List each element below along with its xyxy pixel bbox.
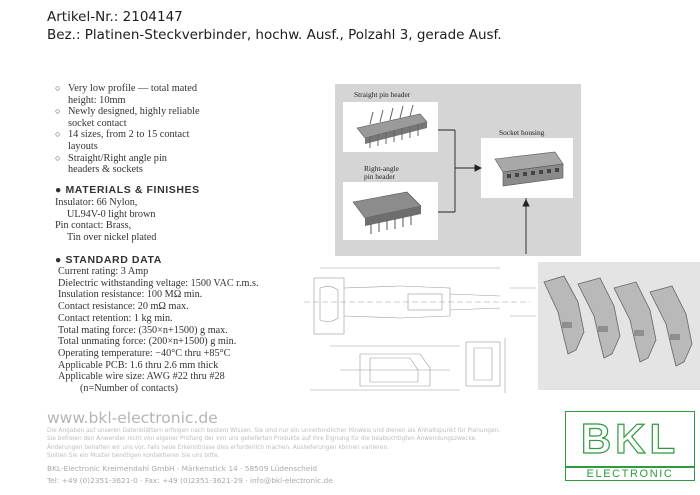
feature-text: 14 sizes, from 2 to 15 contact — [68, 129, 190, 141]
contact-pins-illustration — [538, 262, 700, 390]
label-right-angle: Right-angle — [364, 164, 399, 173]
feature-item — [55, 106, 295, 129]
materials-line: Insulator: 66 Nylon, — [55, 197, 138, 208]
spec-line: Contact retention: 1 kg min. — [58, 312, 173, 324]
materials-list — [55, 197, 156, 243]
feature-text: layouts — [68, 140, 98, 152]
website-link[interactable]: www.bkl-electronic.de — [47, 409, 218, 427]
feature-item — [55, 83, 295, 106]
spec-line: Applicable wire size: AWG #22 thru #28 — [58, 371, 225, 383]
materials-line: UL94V-0 light brown — [67, 208, 156, 220]
feature-text: socket contact — [68, 117, 127, 129]
logo-subtitle: ELECTRONIC — [565, 467, 695, 481]
label-socket-housing: Socket housing — [499, 128, 545, 137]
company-contact: Tel: +49 (0)2351-3621-0 · Fax: +49 (0)2351-3621-29 · info@bkl-electronic.de — [47, 476, 333, 485]
bullet-circle-icon: ○ — [55, 83, 61, 93]
label-pin-header: pin header — [364, 172, 395, 181]
feature-item — [55, 153, 295, 176]
spec-line: Insulation resistance: 100 MΩ min. — [58, 289, 203, 301]
logo-letters: BKL — [580, 415, 680, 462]
disclaimer-line: Die Angaben auf unseren Datenblättern erfolgen nach bestem Wissen. Sie sind nur ein unverbindlicher Hinweis und dienen als Anhaltspunkt für Planungen. — [47, 428, 501, 434]
materials-line: Tin over nickel plated — [67, 231, 157, 243]
label-straight-pin-header: Straight pin header — [354, 90, 411, 99]
technical-drawing — [300, 258, 538, 398]
product-photo-panel — [335, 84, 581, 256]
disclaimer-line: Sollten Sie ein Muster benötigen kontaktieren Sie uns bitte. — [47, 453, 220, 460]
spec-line: Dielectric withstanding veltage: 1500 VAC r.m.s. — [58, 277, 259, 289]
spec-line: Total mating force: (350×n+1500) g max. — [58, 324, 228, 336]
bullet-circle-icon: ○ — [55, 152, 61, 163]
bkl-logo — [565, 411, 695, 483]
spec-line: (n=Number of contacts) — [80, 383, 178, 395]
feature-list — [55, 83, 295, 176]
disclaimer-line: Sie befreien den Anwender nicht von eigener Prüfung der von uns gelieferten Produkte auf ihre Eignung für die beabsichtigten Anwendungszwecke. — [47, 436, 478, 443]
bullet-circle-icon: ○ — [55, 129, 61, 140]
spec-line: Operating temperature: −40°C thru +85°C — [58, 347, 231, 359]
connector-photo-illustration — [335, 84, 581, 256]
materials-line: Pin contact: Brass, — [55, 220, 132, 232]
standard-data-heading: ● STANDARD DATA — [55, 254, 162, 266]
spec-line: Current rating: 3 Amp — [58, 266, 149, 277]
feature-text: headers & sockets — [68, 164, 143, 176]
feature-item — [55, 129, 295, 152]
contact-pins-photo — [538, 262, 700, 390]
product-description: Bez.: Platinen-Steckverbinder, hochw. Ausf., Polzahl 3, gerade Ausf. — [47, 27, 502, 43]
standard-data-list — [58, 266, 259, 395]
spec-line: Applicable PCB: 1.6 thru 2.6 mm thick — [58, 359, 219, 371]
article-number: Artikel-Nr.: 2104147 — [47, 9, 183, 25]
company-address: BKL-Electronic Kreimendahl GmbH · Märkenstick 14 · 58509 Lüdenscheid — [47, 464, 318, 473]
feature-text: height: 10mm — [68, 94, 126, 106]
materials-heading: ● MATERIALS & FINISHES — [55, 184, 200, 196]
feature-text: Straight/Right angle pin — [68, 152, 167, 164]
disclaimer-line: Änderungen behalten wir uns vor, falls neue Erkenntnisse dies erforderlich machen. Auslieferungen können variieren. — [47, 444, 390, 451]
bullet-circle-icon: ○ — [55, 106, 61, 117]
feature-text: Very low profile — total mated — [68, 83, 197, 94]
feature-text: Newly designed, highly reliable — [68, 106, 200, 118]
spec-line: Contact resistance: 20 mΩ max. — [58, 301, 189, 313]
spec-line: Total unmating force: (200×n+1500) g min. — [58, 336, 237, 348]
